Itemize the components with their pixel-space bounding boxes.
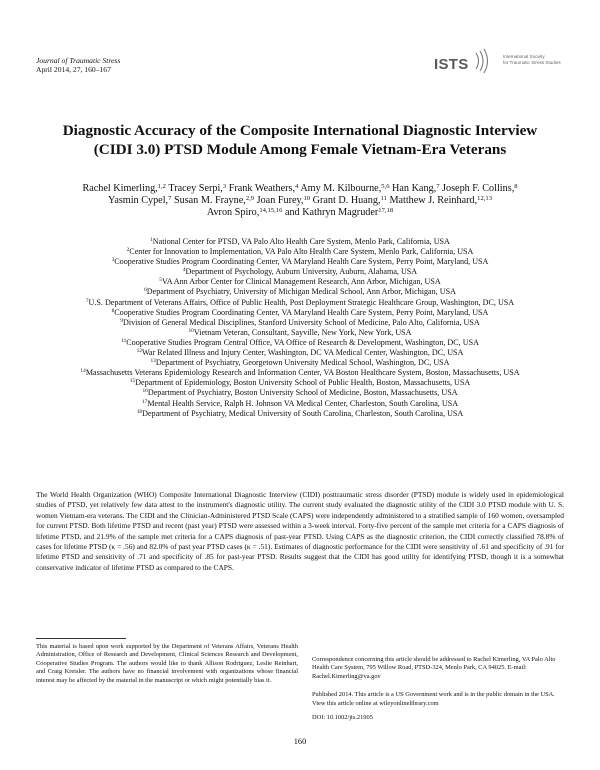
affiliation-text: Cooperative Studies Program Coordinating Center, VA Maryland Health Care System, Perry Point, Maryland, USA bbox=[114, 257, 489, 267]
author bbox=[257, 195, 310, 206]
author bbox=[207, 207, 283, 218]
page-number: 160 bbox=[293, 737, 307, 746]
affiliation bbox=[60, 267, 540, 277]
affiliation bbox=[60, 399, 540, 409]
affiliation-number: 10 bbox=[188, 327, 194, 334]
abstract: The World Health Organization (WHO) Composite International Diagnostic Interview (CIDI) posttraumatic stress disorder (PTSD) module is widely used in epidemiological studies of PTSD, yet relatively few data attest to the instrument's diagnostic utility. The current study evaluated the diagnostic utility of the CIDI 3.0 PTSD module with U. S. women Vietnam-era veterans. The CIDI and the Clinician-Administered PTSD Scale (CAPS) were independently administered to a stratified sample of 160 women, oversampled for current PTSD. Both lifetime PTSD and recent (past year) PTSD were assessed within a 3-week interval. Forty-five percent of the sample met criteria for a CAPS diagnosis of lifetime PTSD, and 21.9% of the sample met criteria for a CAPS diagnosis of past-year PTSD. Using CAPS as the diagnostic criterion, the CIDI correctly classified 78.8% of cases for lifetime PTSD (κ = .56) and 82.0% of past year PTSD cases (κ = .51). Estimates of diagnostic performance for the CIDI were sensitivity of .61 and specificity of .91 for lifetime PTSD and sensitivity of .71 and specificity of .85 for past-year PTSD. Results suggest that the CIDI has good utility for identifying PTSD, though it is a somewhat conservative indicator of lifetime PTSD as compared to the CAPS. bbox=[36, 490, 564, 572]
author bbox=[313, 195, 387, 206]
author-name: Grant D. Huang, bbox=[312, 195, 381, 207]
author-affiliation-marker: 7 bbox=[168, 195, 172, 203]
affiliation bbox=[60, 308, 540, 318]
affiliation-text: Mental Health Service, Ralph H. Johnson VA Medical Center, Charleston, South Carolina, USA bbox=[147, 398, 459, 408]
affiliation-text: Vietnam Veteran, Consultant, Sayville, New York, New York, USA bbox=[193, 327, 412, 337]
affiliation-text: U.S. Department of Veterans Affairs, Office of Public Health, Post Deployment Strategic Healthcare Group, Washington, DC, USA bbox=[88, 297, 515, 307]
affiliation-text: Massachusetts Veterans Epidemiology Research and Information Center, VA Boston Healthcare System, Boston, Massachusetts, USA bbox=[85, 368, 520, 378]
author bbox=[174, 195, 254, 206]
affiliation bbox=[60, 358, 540, 368]
affiliation-number: 15 bbox=[129, 378, 136, 385]
author-name: Susan M. Frayne, bbox=[173, 195, 246, 207]
affiliation bbox=[60, 378, 540, 388]
author-name: Rachel Kimerling, bbox=[82, 183, 158, 194]
author bbox=[229, 183, 299, 194]
logo-tagline bbox=[503, 54, 573, 65]
article-title: Diagnostic Accuracy of the Composite International Diagnostic Interview (CIDI 3.0) PTSD Module Among Female Vietnam-Era Veterans bbox=[62, 122, 538, 158]
author-affiliation-marker: 1,2 bbox=[157, 183, 166, 190]
affiliation-text: Center for Innovation to Implementation, VA Palo Alto Health Care System, Menlo Park, California, USA bbox=[129, 247, 474, 257]
affiliation bbox=[60, 338, 540, 348]
author-affiliation-marker: 3 bbox=[222, 183, 227, 190]
affiliation-number: 1 bbox=[150, 237, 153, 243]
author bbox=[442, 183, 518, 194]
author bbox=[285, 207, 393, 218]
logo-tagline-line: International Society bbox=[503, 54, 545, 59]
author bbox=[392, 183, 439, 194]
affiliation bbox=[60, 247, 540, 257]
author-name: Matthew J. Reinhard, bbox=[389, 195, 478, 207]
author-name: Joan Furey, bbox=[256, 195, 304, 207]
affiliation-number: 17 bbox=[141, 398, 148, 405]
affiliation-text: Department of Psychiatry, Boston University School of Medicine, Boston, Massachusetts, USA bbox=[147, 388, 458, 398]
author bbox=[389, 195, 492, 206]
affiliation-text: Department of Psychology, Auburn University, Auburn, Alabama, USA bbox=[185, 267, 418, 277]
doi: DOI: 10.1002/jts.21905 bbox=[312, 714, 373, 722]
affiliation-text: VA Ann Arbor Center for Clinical Management Research, Ann Arbor, Michigan, USA bbox=[161, 277, 441, 287]
affiliation-number: 8 bbox=[111, 307, 115, 314]
author-name: Amy M. Kilbourne, bbox=[300, 183, 382, 194]
journal-citation bbox=[36, 56, 120, 74]
affiliation-number: 3 bbox=[111, 257, 115, 264]
author-name: Yasmin Cypel, bbox=[107, 195, 169, 207]
author-affiliation-marker: 8 bbox=[514, 183, 518, 190]
affiliation bbox=[60, 257, 540, 267]
affiliation bbox=[60, 328, 540, 338]
author-name: Tracey Serpi, bbox=[168, 183, 223, 194]
affiliation-number: 11 bbox=[121, 337, 127, 344]
logo-tagline-line: for Traumatic Stress Studies bbox=[503, 59, 561, 65]
affiliation bbox=[60, 368, 540, 378]
author bbox=[168, 183, 226, 194]
affiliation-number: 4 bbox=[182, 267, 186, 274]
author-affiliation-marker: 11 bbox=[380, 195, 387, 203]
affiliation-number: 6 bbox=[144, 287, 147, 294]
affiliation bbox=[60, 277, 540, 287]
affiliation bbox=[60, 287, 540, 297]
affiliation-number: 13 bbox=[150, 358, 156, 365]
affiliation-text: Cooperative Studies Program Central Office, VA Office of Research & Development, Washington, DC, USA bbox=[126, 337, 479, 347]
author-name: Joseph F. Collins, bbox=[442, 183, 515, 194]
affiliation-number: 2 bbox=[126, 247, 130, 254]
article-footnotes bbox=[312, 656, 564, 728]
affiliation-number: 5 bbox=[159, 277, 162, 284]
author-affiliation-marker: 10 bbox=[303, 195, 311, 203]
affiliation-text: Cooperative Studies Program Coordinating Center, VA Maryland Health Care System, Perry Point, Maryland, USA bbox=[114, 307, 489, 317]
author-affiliation-marker: 14,15,16 bbox=[259, 207, 283, 215]
affiliation-list bbox=[60, 237, 540, 419]
affiliation-text: Department of Psychiatry, Medical University of South Carolina, Charleston, South Carolina, USA bbox=[142, 408, 464, 418]
journal-issue: April 2014, 27, 160–167 bbox=[36, 65, 111, 74]
affiliation-text: Division of General Medical Disciplines, Stanford University School of Medicine, Palo Alto, California, USA bbox=[122, 317, 480, 327]
affiliation bbox=[60, 348, 540, 358]
publication-note: Published 2014. This article is a US Government work and is in the public domain in the USA. View this article online at wileyonlinelibrary.com bbox=[312, 691, 555, 707]
author-name: Avron Spiro, bbox=[206, 207, 260, 219]
affiliation bbox=[60, 409, 540, 419]
author-affiliation-marker: 4 bbox=[295, 183, 299, 190]
author-name: Han Kang, bbox=[392, 183, 437, 194]
author-affiliation-marker: 7 bbox=[436, 183, 440, 190]
author-affiliation-marker: 2,9 bbox=[245, 195, 255, 203]
author-affiliation-marker: 5,6 bbox=[381, 183, 390, 190]
affiliation-number: 9 bbox=[120, 317, 123, 324]
author bbox=[82, 183, 166, 194]
affiliation-text: Department of Epidemiology, Boston University School of Public Health, Boston, Massachusetts, USA bbox=[135, 378, 471, 388]
footnote-divider bbox=[36, 638, 126, 639]
author-affiliation-marker: 12,13 bbox=[477, 195, 492, 203]
author-affiliation-marker: 17,18 bbox=[378, 207, 394, 215]
logo-text: ISTS bbox=[434, 56, 469, 73]
author bbox=[108, 195, 171, 206]
correspondence-note: Correspondence concerning this article should be addressed to Rachel Kimerling, VA Palo Alto Health Care System, 795 Willow Road, PTSD-324, Menlo Park, CA 94025. E-mail: Rachel.Kimerling@va.gov bbox=[312, 656, 556, 680]
author-name: and Kathryn Magruder bbox=[284, 207, 379, 219]
journal-name: Journal of Traumatic Stress bbox=[36, 56, 121, 65]
affiliation bbox=[60, 237, 540, 247]
author-list bbox=[40, 183, 560, 220]
affiliation bbox=[60, 298, 540, 308]
affiliation-number: 18 bbox=[136, 408, 143, 415]
affiliation-text: Department of Psychiatry, University of Michigan Medical School, Ann Arbor, Michigan, USA bbox=[146, 287, 456, 297]
affiliation-number: 7 bbox=[85, 297, 89, 304]
affiliation bbox=[60, 318, 540, 328]
affiliation bbox=[60, 388, 540, 398]
funding-footnote: This material is based upon work supported by the Department of Veterans Affairs, Veterans Health Administration, Office of Research and Development, Clinical Sciences Research and Development, Cooperative Studies Program. The authors would like to thank Allison Rodriguez, Leslie Reinhart, and Craig Kreisler. The authors have no financial involvement with organizations whose financial interest may be affected by the material in the manuscript or which might potentially bias it. bbox=[36, 643, 298, 684]
affiliation-number: 16 bbox=[142, 388, 148, 395]
affiliation-number: 14 bbox=[80, 368, 86, 375]
affiliation-text: War Related Illness and Injury Center, Washington, DC VA Medical Center, Washington, DC, USA bbox=[141, 348, 464, 358]
affiliation-number: 12 bbox=[136, 348, 142, 355]
affiliation-text: National Center for PTSD, VA Palo Alto Health Care System, Menlo Park, California, USA bbox=[152, 237, 450, 246]
author bbox=[300, 183, 389, 194]
affiliation-text: Department of Psychiatry, Georgetown University Medical School, Washington, DC, USA bbox=[155, 358, 450, 368]
author-name: Frank Weathers, bbox=[228, 183, 296, 194]
